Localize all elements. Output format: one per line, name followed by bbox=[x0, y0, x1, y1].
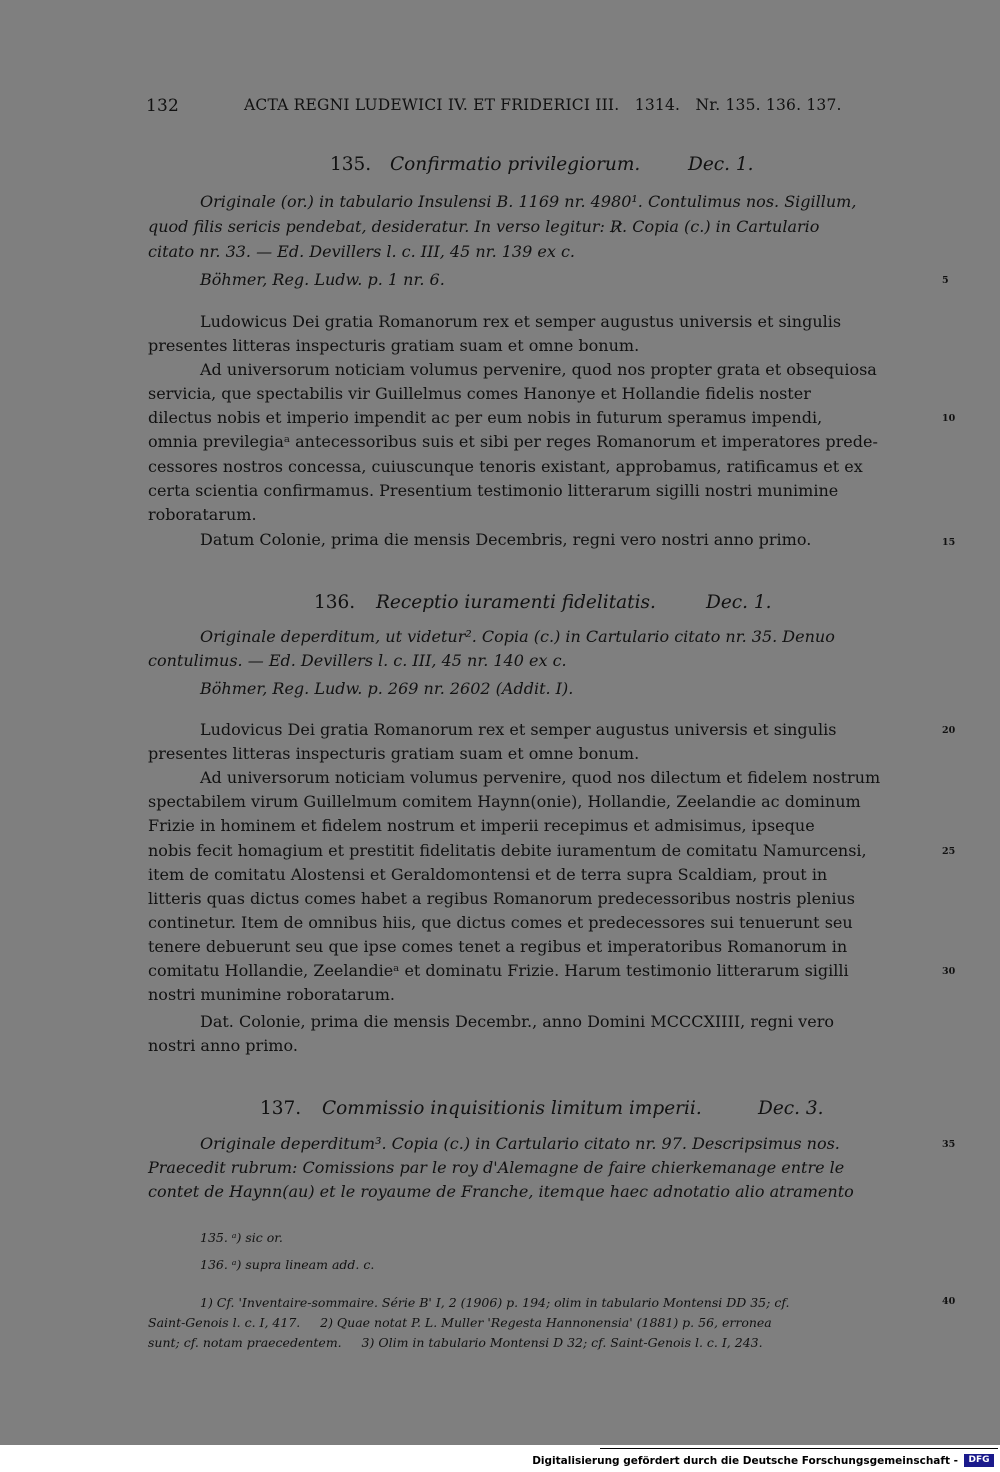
doc136-date: Dec. 1. bbox=[706, 592, 772, 613]
doc135-title: Confirmatio privilegiorum. bbox=[390, 154, 641, 175]
footnote-line: 1) Cf. 'Inventaire-sommaire. Série B' I, 2 (1906) p. 194; olim in tabulario Montensi DD 35; cf. bbox=[200, 1295, 790, 1310]
doc137-apparatus-line: Originale deperditum³. Copia (c.) in Cartulario citato nr. 97. Descripsimus nos. bbox=[200, 1134, 840, 1153]
doc136-text-line: litteris quas dictus comes habet a regibus Romanorum predecessoribus nostris plenius bbox=[148, 889, 856, 908]
doc135-date: Dec. 1. bbox=[688, 154, 754, 175]
line-number: 25 bbox=[942, 846, 956, 857]
doc135-text-line: servicia, que spectabilis vir Guillelmus comes Hanonye et Hollandie fidelis noster bbox=[148, 384, 811, 403]
doc136-text-line: item de comitatu Alostensi et Geraldomontensi et de terra supra Scaldiam, prout in bbox=[148, 865, 828, 884]
footer-credit: Digitalisierung gefördert durch die Deutsche Forschungsgemeinschaft - bbox=[532, 1455, 958, 1467]
doc135-regest: Böhmer, Reg. Ludw. p. 1 nr. 6. bbox=[200, 270, 445, 289]
footnote-line: sunt; cf. notam praecedentem. 3) Olim in tabulario Montensi D 32; cf. Saint-Genois l. c. I, 243. bbox=[148, 1335, 763, 1350]
page-number: 132 bbox=[146, 96, 180, 116]
doc135-text-line: Ludowicus Dei gratia Romanorum rex et semper augustus universis et singulis bbox=[200, 312, 842, 331]
doc137-number: 137. bbox=[260, 1098, 302, 1119]
doc135-apparatus-line: citato nr. 33. — Ed. Devillers l. c. III, 45 nr. 139 ex c. bbox=[148, 242, 575, 261]
footnote-135: 135. ᵃ) sic or. bbox=[200, 1230, 283, 1245]
doc136-text-line: Frizie in hominem et fidelem nostrum et imperii recepimus et admisimus, ipseque bbox=[148, 816, 815, 835]
doc136-regest: Böhmer, Reg. Ludw. p. 269 nr. 2602 (Addit. I). bbox=[200, 679, 574, 698]
doc135-text-line: presentes litteras inspecturis gratiam suam et omne bonum. bbox=[148, 336, 640, 355]
line-number: 15 bbox=[942, 537, 956, 548]
doc135-text-line: omnia previlegiaᵃ antecessoribus suis et sibi per reges Romanorum et imperatores prede- bbox=[148, 432, 878, 451]
doc135-text-line: roboratarum. bbox=[148, 505, 257, 524]
doc137-apparatus-line: contet de Haynn(au) et le royaume de Franche, itemque haec adnotatio alio atramento bbox=[148, 1182, 854, 1201]
line-number: 5 bbox=[942, 275, 949, 286]
dfg-logo: DFG bbox=[964, 1454, 994, 1467]
line-number: 40 bbox=[942, 1296, 956, 1307]
footer-rule bbox=[600, 1448, 998, 1449]
doc137-date: Dec. 3. bbox=[758, 1098, 824, 1119]
doc136-text-line: presentes litteras inspecturis gratiam suam et omne bonum. bbox=[148, 744, 640, 763]
running-title: ACTA REGNI LUDEWICI IV. ET FRIDERICI III. 1314. Nr. 135. 136. 137. bbox=[244, 96, 842, 114]
doc135-text-line: Datum Colonie, prima die mensis Decembris, regni vero nostri anno primo. bbox=[200, 530, 812, 549]
line-number: 10 bbox=[942, 413, 956, 424]
doc136-number: 136. bbox=[314, 592, 356, 613]
doc137-title: Commissio inquisitionis limitum imperii. bbox=[322, 1098, 702, 1119]
doc136-text-line: tenere debuerunt seu que ipse comes tenet a regibus et imperatoribus Romanorum in bbox=[148, 937, 848, 956]
doc136-text-line: Ad universorum noticiam volumus pervenire, quod nos dilectum et fidelem nostrum bbox=[200, 768, 881, 787]
digitization-footer bbox=[0, 1445, 1000, 1472]
doc135-apparatus-line: quod filis sericis pendebat, desideratur. In verso legitur: R̷. Copia (c.) in Cartulario bbox=[148, 217, 820, 236]
line-number: 20 bbox=[942, 725, 956, 736]
doc135-number: 135. bbox=[330, 154, 372, 175]
doc135-apparatus-line: Originale (or.) in tabulario Insulensi B. 1169 nr. 4980¹. Contulimus nos. Sigillum, bbox=[200, 192, 857, 211]
doc136-text-line: nobis fecit homagium et prestitit fidelitatis debite iuramentum de comitatu Namurcensi, bbox=[148, 841, 867, 860]
doc136-text-line: continetur. Item de omnibus hiis, que dictus comes et predecessores sui tenuerunt seu bbox=[148, 913, 853, 932]
doc136-apparatus-line: contulimus. — Ed. Devillers l. c. III, 45 nr. 140 ex c. bbox=[148, 651, 567, 670]
doc136-text-line: Dat. Colonie, prima die mensis Decembr., anno Domini MCCCXIIII, regni vero bbox=[200, 1012, 834, 1031]
line-number: 35 bbox=[942, 1139, 956, 1150]
doc136-text-line: comitatu Hollandie, Zeelandieᵃ et dominatu Frizie. Harum testimonio litterarum sigilli bbox=[148, 961, 849, 980]
doc136-text-line: nostri anno primo. bbox=[148, 1036, 298, 1055]
doc136-apparatus-line: Originale deperditum, ut videtur². Copia (c.) in Cartulario citato nr. 35. Denuo bbox=[200, 627, 835, 646]
doc135-text-line: Ad universorum noticiam volumus pervenire, quod nos propter grata et obsequiosa bbox=[200, 360, 877, 379]
footnote-line: Saint-Genois l. c. I, 417. 2) Quae notat P. L. Muller 'Regesta Hannonensia' (1881) p. 56, erronea bbox=[148, 1315, 772, 1330]
doc136-text-line: spectabilem virum Guillelmum comitem Haynn(onie), Hollandie, Zeelandie ac dominum bbox=[148, 792, 861, 811]
doc135-text-line: certa scientia confirmamus. Presentium testimonio litterarum sigilli nostri munimine bbox=[148, 481, 839, 500]
doc135-text-line: cessores nostros concessa, cuiuscunque tenoris existant, approbamus, ratificamus et ex bbox=[148, 457, 863, 476]
footnote-136: 136. ᵃ) supra lineam add. c. bbox=[200, 1257, 375, 1272]
doc137-apparatus-line: Praecedit rubrum: Comissions par le roy d'Alemagne de faire chierkemanage entre le bbox=[148, 1158, 845, 1177]
doc135-text-line: dilectus nobis et imperio impendit ac per eum nobis in futurum speramus impendi, bbox=[148, 408, 823, 427]
doc136-title: Receptio iuramenti fidelitatis. bbox=[376, 592, 656, 613]
doc136-text-line: nostri munimine roboratarum. bbox=[148, 985, 395, 1004]
doc136-text-line: Ludovicus Dei gratia Romanorum rex et semper augustus universis et singulis bbox=[200, 720, 837, 739]
line-number: 30 bbox=[942, 966, 956, 977]
